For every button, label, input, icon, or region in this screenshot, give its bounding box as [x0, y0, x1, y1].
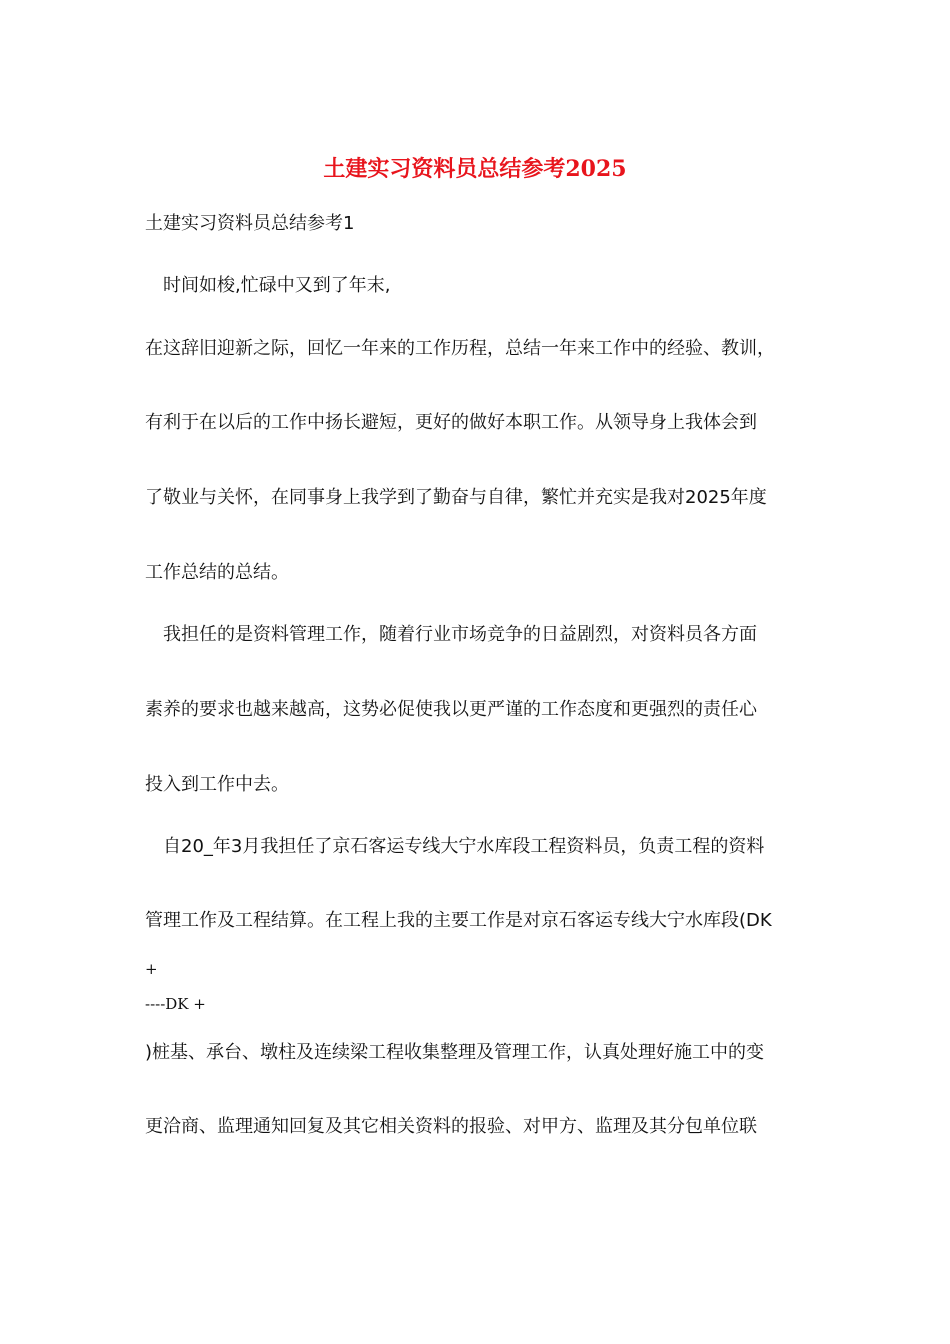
paragraph-line: 了敬业与关怀，在同事身上我学到了勤奋与自律，繁忙并充实是我对2025年度 — [145, 487, 767, 508]
chainage-plus-line: + — [145, 960, 158, 978]
section-heading: 土建实习资料员总结参考1 — [145, 213, 355, 234]
paragraph-line: 工作总结的总结。 — [145, 562, 289, 583]
paragraph-line: 投入到工作中去。 — [145, 774, 289, 795]
paragraph-line: )桩基、承台、墩柱及连续梁工程收集整理及管理工作，认真处理好施工中的变 — [145, 1042, 765, 1063]
document-title: 土建实习资料员总结参考2025 — [323, 156, 627, 182]
paragraph-line: 素养的要求也越来越高，这势必促使我以更严谨的工作态度和更强烈的责任心 — [145, 699, 757, 720]
paragraph-line: 管理工作及工程结算。在工程上我的主要工作是对京石客运专线大宁水库段(DK — [145, 910, 772, 931]
paragraph-line: 更洽商、监理通知回复及其它相关资料的报验、对甲方、监理及其分包单位联 — [145, 1116, 757, 1137]
paragraph-line: 我担任的是资料管理工作，随着行业市场竞争的日益剧烈，对资料员各方面 — [163, 624, 757, 645]
paragraph-line: 自20_年3月我担任了京石客运专线大宁水库段工程资料员，负责工程的资料 — [163, 836, 765, 857]
chainage-range-line: ----DK + — [145, 995, 206, 1013]
paragraph-line: 时间如梭,忙碌中又到了年末, — [163, 275, 391, 296]
paragraph-line: 有利于在以后的工作中扬长避短，更好的做好本职工作。从领导身上我体会到 — [145, 412, 757, 433]
paragraph-line: 在这辞旧迎新之际，回忆一年来的工作历程，总结一年来工作中的经验、教训， — [145, 338, 775, 359]
